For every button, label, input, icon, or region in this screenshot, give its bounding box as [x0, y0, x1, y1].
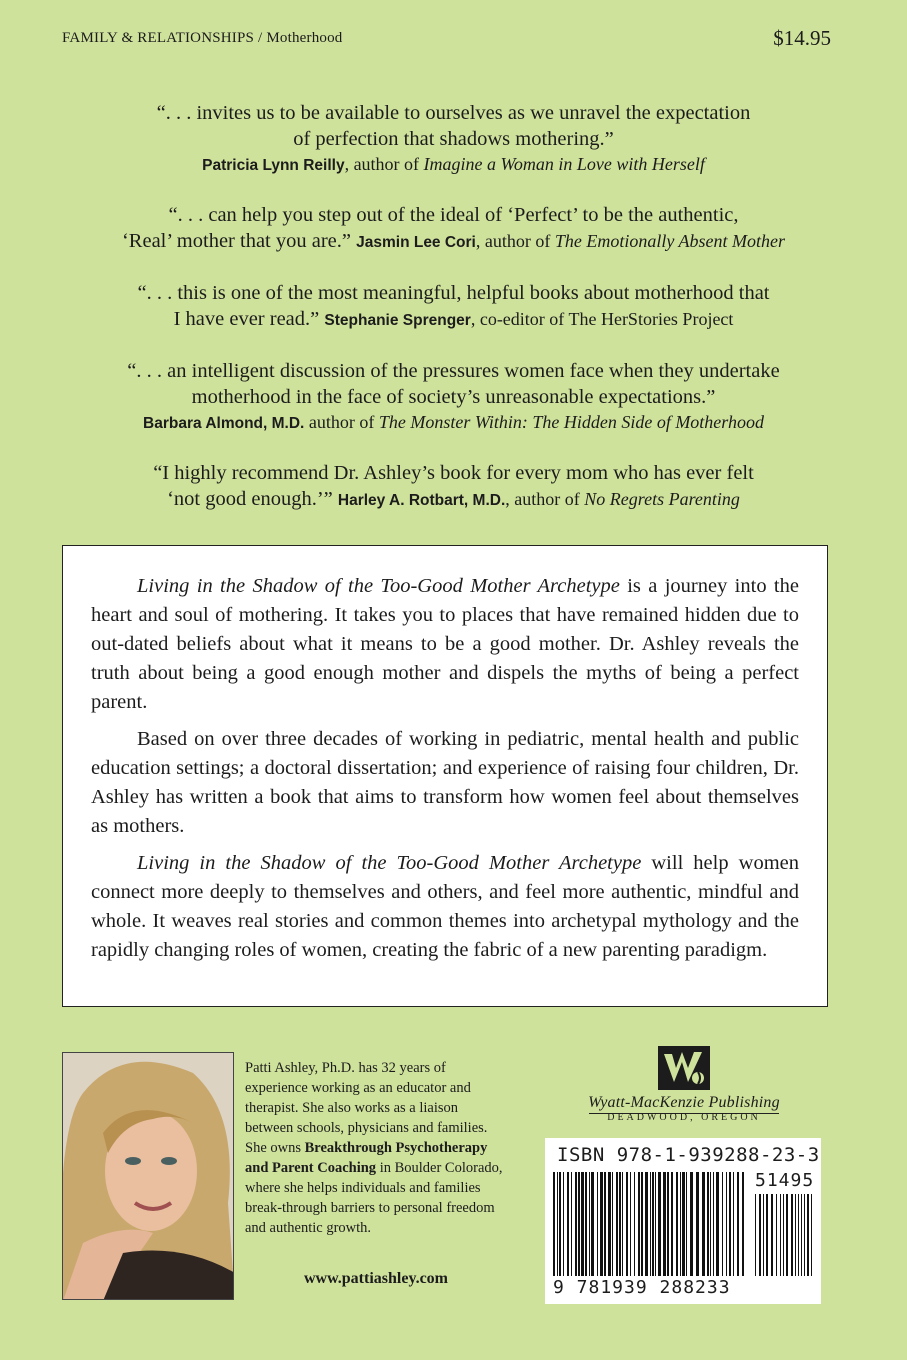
quote-line: of perfection that shadows mothering.” [293, 128, 614, 150]
quote-author: Patricia Lynn Reilly [202, 157, 345, 174]
endorsement-3 [40, 280, 867, 334]
quote-role: author of [304, 412, 379, 432]
quote-line: ‘not good enough.’” [167, 488, 333, 510]
publisher-block [578, 1046, 790, 1123]
quote-line: “I highly recommend Dr. Ashley’s book for every mom who has ever felt [153, 462, 754, 484]
description-paragraph-1 [91, 572, 799, 717]
quote-line: “. . . can help you step out of the ideal of ‘Perfect’ to be the authentic, [168, 204, 739, 226]
quote-role: , author of [475, 231, 555, 251]
endorsement-5 [40, 460, 867, 514]
quote-line: “. . . this is one of the most meaningful, helpful books about motherhood that [137, 282, 770, 304]
quote-author: Harley A. Rotbart, M.D. [337, 492, 506, 509]
isbn-text: ISBN 978-1-939288-23-3 [557, 1144, 820, 1166]
quote-work: Imagine a Woman in Love with Herself [423, 154, 705, 174]
quote-work: No Regrets Parenting [584, 489, 740, 509]
book-title: Living in the Shadow of the Too-Good Mother Archetype [137, 852, 642, 874]
quote-work: The Emotionally Absent Mother [554, 231, 786, 251]
price-label: $14.95 [773, 26, 831, 50]
quote-line: I have ever read.” [173, 308, 320, 330]
quote-author: Jasmin Lee Cori [356, 234, 476, 251]
barcode-box [545, 1138, 821, 1304]
quote-role: , co-editor of The HerStories Project [470, 309, 734, 329]
endorsements [40, 100, 867, 538]
bio-business: Breakthrough Psychotherapy and Parent Coaching [245, 1140, 488, 1176]
quote-role: , author of [505, 489, 585, 509]
quote-line: ‘Real’ mother that you are.” [121, 230, 351, 252]
description-text: is a journey into the heart and soul of mothering. It takes you to places that have remained hidden due to out-dated beliefs about what it means to be a good mother. Dr. Ashley reveals the truth about being a good enough mother and dispels the myths of being a perfect parent. [91, 575, 799, 713]
book-title: Living in the Shadow of the Too-Good Mother Archetype [137, 575, 620, 597]
publisher-location: DEADWOOD, OREGON [607, 1112, 761, 1123]
description-text: will help women connect more deeply to themselves and others, and feel more authentic, mindful and whole. It weaves real stories and common themes into archetypal mythology and the rapidly changing roles of women, creating the fabric of a new parenting paradigm. [91, 852, 799, 961]
endorsement-2 [40, 202, 867, 256]
category-label: FAMILY & RELATIONSHIPS / Motherhood [62, 30, 343, 46]
quote-author: Stephanie Sprenger [324, 312, 471, 329]
ean-digits: 9 781939 288233 [553, 1277, 731, 1298]
quote-role: , author of [344, 154, 424, 174]
price-code: 51495 [755, 1170, 815, 1191]
quote-line: motherhood in the face of society’s unreasonable expectations.” [191, 386, 716, 408]
quote-line: “. . . invites us to be available to ourselves as we unravel the expectation [156, 102, 751, 124]
endorsement-1 [40, 100, 867, 178]
publisher-name: Wyatt-MacKenzie Publishing [588, 1094, 780, 1111]
quote-author: Barbara Almond, M.D. [143, 415, 305, 432]
description-paragraph-2: Based on over three decades of working in pediatric, mental health and public education settings; a doctoral dissertation; and experience of raising four children, Dr. Ashley has written a book that aims to transform how women feel about themselves as mothers. [91, 728, 799, 837]
publisher-logo-icon [658, 1046, 710, 1090]
bio-text: in Boulder Colorado, where she helps individuals and families break-through barriers to personal freedom and authentic growth. [245, 1160, 503, 1236]
author-photo [62, 1052, 234, 1300]
top-bar [62, 28, 831, 52]
quote-work: The Monster Within: The Hidden Side of Motherhood [378, 412, 764, 432]
description-box [62, 545, 828, 1007]
description-paragraph-3 [91, 849, 799, 965]
author-website-link[interactable]: www.pattiashley.com [304, 1270, 448, 1287]
quote-line: “. . . an intelligent discussion of the pressures women face when they undertake [127, 360, 780, 382]
author-bio [245, 1058, 507, 1238]
bio-text: Patti Ashley, Ph.D. has 32 years of experience working as an educator and therapist. She also works as a liaison between schools, physicians and families. She owns [245, 1060, 488, 1156]
endorsement-4 [40, 358, 867, 436]
